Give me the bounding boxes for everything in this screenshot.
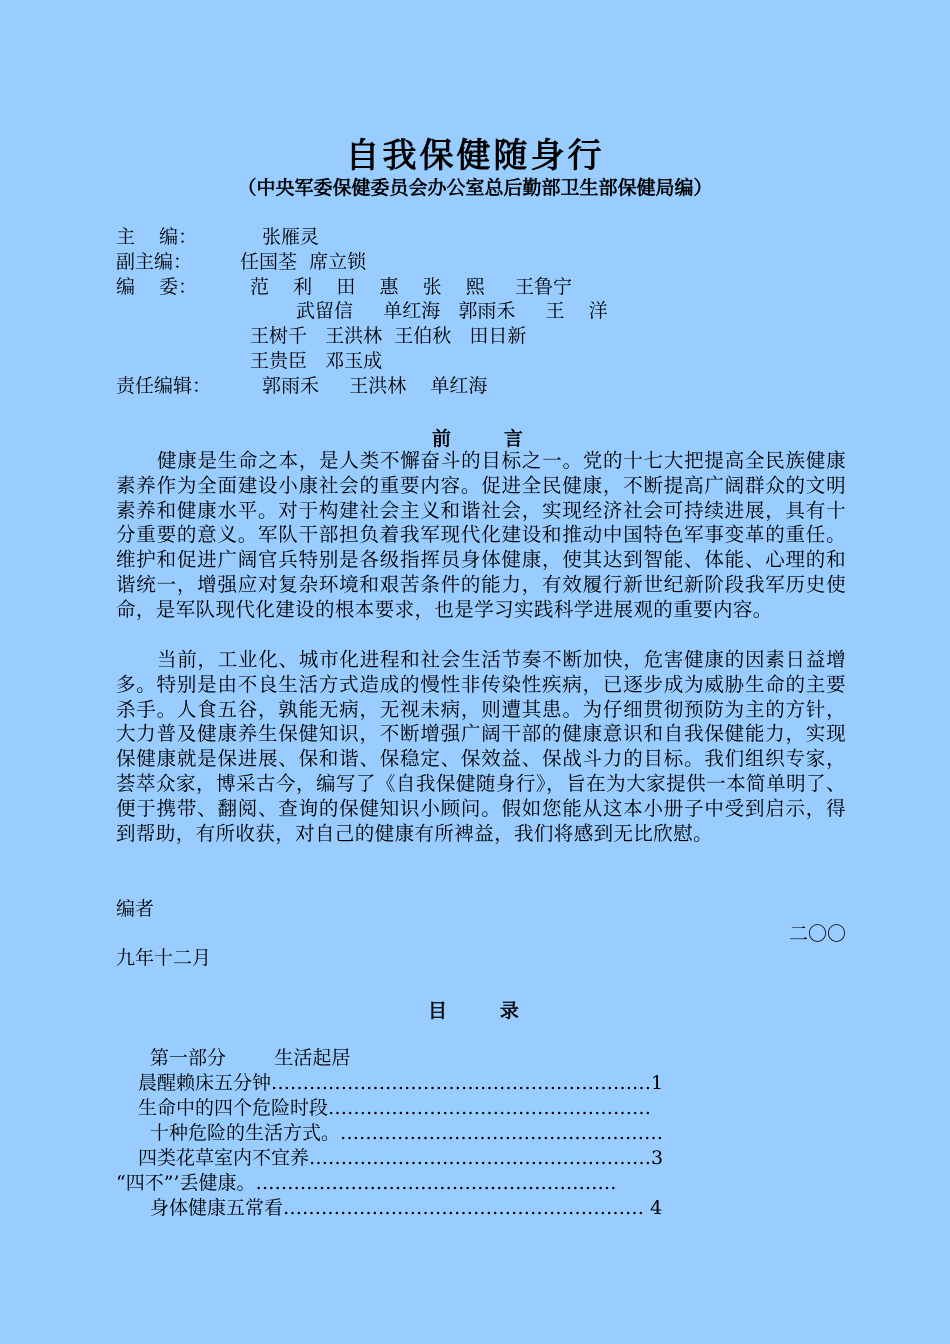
toc-item-4[interactable]: 四类花草室内不宜养………………………………………………3 <box>138 1147 664 1169</box>
board-label: 编 委： <box>116 276 198 298</box>
document-title: 自我保健随身行 <box>345 136 605 176</box>
board-names-line2: 武留信 单红海 郭雨禾 王 洋 <box>296 300 608 322</box>
toc-item-2[interactable]: 生命中的四个危险时段…………………………………………… <box>138 1097 652 1119</box>
preface-heading: 前 言 <box>432 428 523 450</box>
toc-item-1[interactable]: 晨醒赖床五分钟……………………………………………………1 <box>138 1072 664 1094</box>
preface-date-month: 九年十二月 <box>116 947 212 969</box>
responsible-editor-names: 郭雨禾 王洪林 单红海 <box>262 375 488 397</box>
board-names-line4: 王贵臣 邓玉成 <box>250 350 383 372</box>
toc-item-3[interactable]: 十种危险的生活方式。…………………………………………… <box>150 1122 664 1144</box>
document-subtitle: （中央军委保健委员会办公室总后勤部卫生部保健局编） <box>237 177 713 199</box>
deputy-editor-label: 副主编： <box>116 251 193 273</box>
preface-paragraph-2: 当前，工业化、城市化进程和社会生活节奏不断加快，危害健康的因素日益增多。特别是由不良生活方式造成的慢性非传染性疾病，已逐步成为威胁生命的主要杀手。人食五谷，孰能无病，无视未病，则遭其患。为仔细贯彻预防为主的方针，大力普及健康养生保健知识，不断增强广阔干部的健康意识和自我保健能力，实现保健康就是保进展、保和谐、保稳定、保效益、保战斗力的目标。我们组织专家，荟萃众家，博采古今，编写了《自我保健随身行》，旨在为大家提供一本简单明了、便于携带、翻阅、查询的保健知识小顾问。假如您能从这本小册子中受到启示，得到帮助，有所收获，对自己的健康有所裨益，我们将感到无比欣慰。 <box>116 648 846 845</box>
preface-signature: 编者 <box>116 898 155 920</box>
chief-editor-label: 主 编： <box>116 226 198 248</box>
responsible-editor-label: 责任编辑： <box>116 375 212 397</box>
preface-paragraph-1: 健康是生命之本，是人类不懈奋斗的目标之一。党的十七大把提高全民族健康素养作为全面建设小康社会的重要内容。促进全民健康，不断提高广阔群众的文明素养和健康水平。对于构建社会主义和谐社会，实现经济社会可持续进展，具有十分重要的意义。军队干部担负着我军现代化建设和推动中国特色军事变革的重任。维护和促进广阔官兵特别是各级指挥员身体健康，使其达到智能、体能、心理的和谐统一，增强应对复杂环境和艰苦条件的能力，有效履行新世纪新阶段我军历史使命，是军队现代化建设的根本要求，也是学习实践科学进展观的重要内容。 <box>116 449 846 621</box>
toc-item-6[interactable]: 身体健康五常看………………………………………………… 4 <box>150 1197 663 1219</box>
chief-editor-names: 张雁灵 <box>262 226 320 248</box>
deputy-editor-names: 任国荃 席立锁 <box>240 251 367 273</box>
board-names-line3: 王树千 王洪林 王伯秋 田日新 <box>250 325 527 347</box>
toc-item-5[interactable]: “四不”’丢健康。………………………………………………… <box>116 1172 617 1194</box>
board-names-line1: 范 利 田 惠 张 熙 王鲁宁 <box>250 276 572 298</box>
toc-part-1: 第一部分 生活起居 <box>150 1047 351 1069</box>
toc-heading: 目 录 <box>428 1000 519 1022</box>
preface-date-year: 二〇〇 <box>788 923 846 945</box>
